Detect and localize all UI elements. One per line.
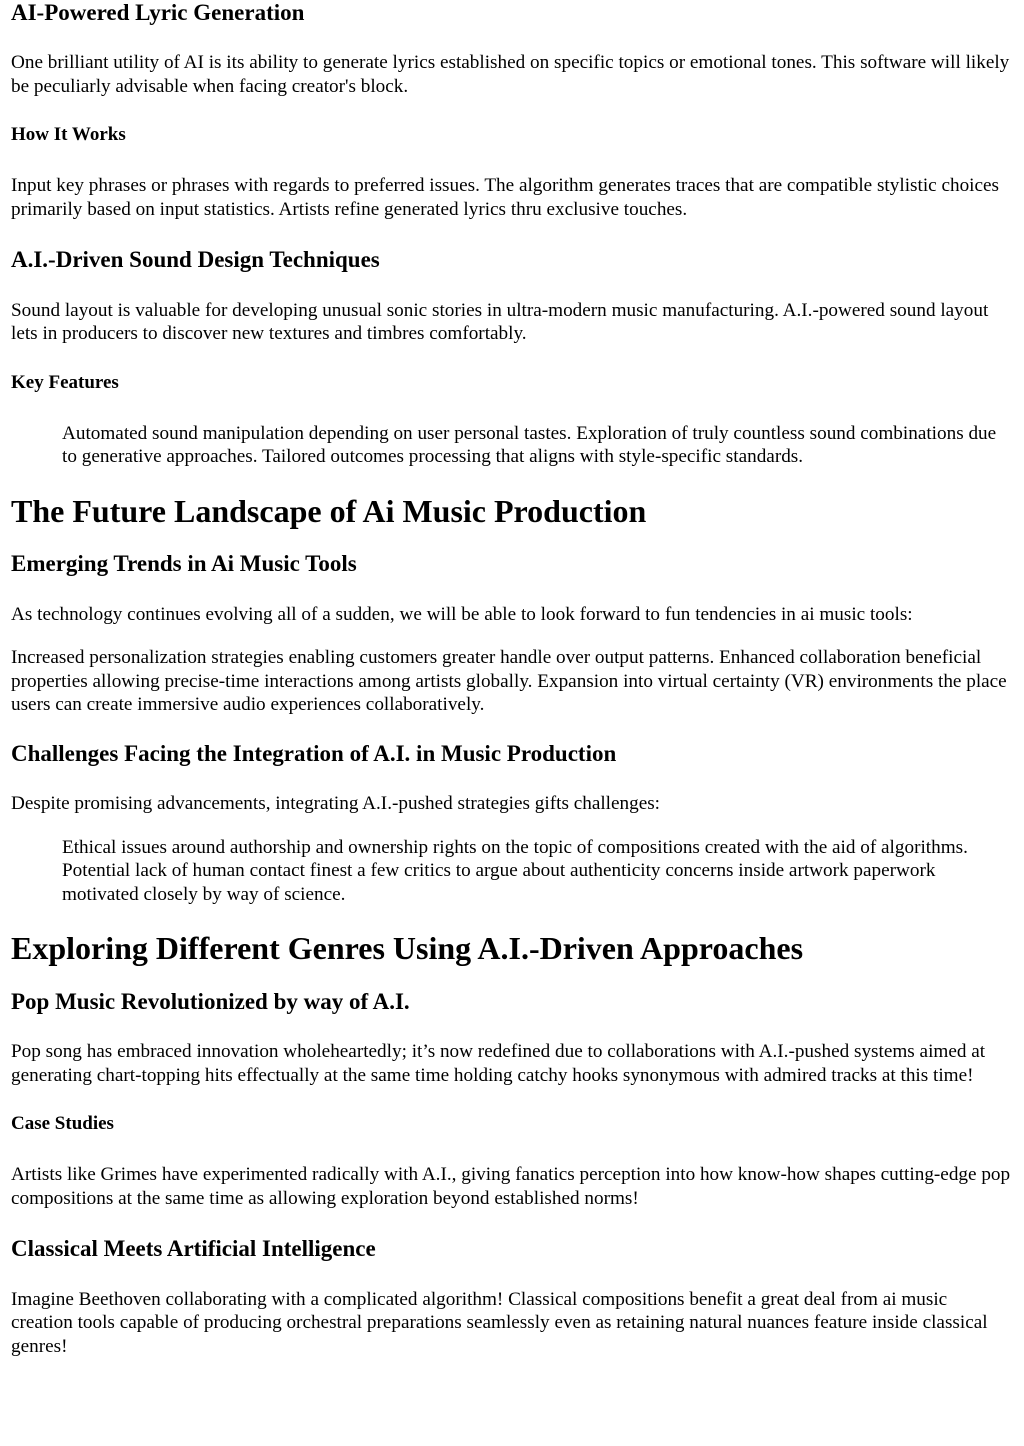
sound-design-intro: Sound layout is valuable for developing unusual sonic stories in ultra-modern music manufacturing. A.I.-powered sound layout lets in producers to discover new textures and timbres comfortably. (11, 299, 989, 345)
pop-music-heading: Pop Music Revolutionized by way of A.I. (11, 989, 410, 1015)
challenges-intro: Despite promising advancements, integrating A.I.-pushed strategies gifts challenges: (11, 793, 661, 815)
emerging-trends-text: Increased personalization strategies enabling customers greater handle over output patterns. Enhanced collaboration beneficial properties allowing precise-time interactions among artists globally. Expansion into virtual certainty (VR) environments the place users can create immersive audio experiences collaboratively. (11, 647, 1007, 716)
how-it-works-text: Input key phrases or phrases with regards to preferred issues. The algorithm generates traces that are compatible stylistic choices primarily based on input statistics. Artists refine generated lyrics thru exclusive touches. (11, 175, 999, 220)
emerging-trends-intro: As technology continues evolving all of a sudden, we will be able to look forward to fun tendencies in ai music tools: (11, 603, 913, 625)
pop-music-text: Pop song has embraced innovation wholeheartedly; it’s now redefined due to collaborations with A.I.-pushed systems aimed at generating chart-topping hits effectually at the same time holding catchy hooks synonymous with admired tracks at this time! (11, 1041, 986, 1086)
case-studies-text: Artists like Grimes have experimented radically with A.I., giving fanatics perception into how know-how shapes cutting-edge pop compositions at the same time as allowing exploration beyond established norms! (11, 1164, 1011, 1209)
sound-design-heading: A.I.-Driven Sound Design Techniques (11, 247, 380, 273)
classical-heading: Classical Meets Artificial Intelligence (11, 1236, 376, 1262)
challenges-quote: Ethical issues around authorship and ownership rights on the topic of compositions created with the aid of algorithms. Potential lack of human contact finest a few critics to argue about authenticity concerns inside artwork paperwork motivated closely by way of science. (62, 836, 968, 905)
future-landscape-heading: The Future Landscape of Ai Music Production (11, 492, 647, 529)
key-features-quote: Automated sound manipulation depending on user personal tastes. Exploration of truly countless sound combinations due to generative approaches. Tailored outcomes processing that aligns with style-specific standards. (62, 422, 997, 468)
exploring-genres-heading: Exploring Different Genres Using A.I.-Driven Approaches (11, 930, 804, 967)
classical-text: Imagine Beethoven collaborating with a complicated algorithm! Classical compositions benefit a great deal from ai music creation tools capable of producing orchestral preparations seamlessly even as retaining natural nuances feature inside classical genres! (11, 1288, 988, 1357)
challenges-heading: Challenges Facing the Integration of A.I. in Music Production (11, 740, 617, 766)
emerging-trends-heading: Emerging Trends in Ai Music Tools (11, 551, 357, 577)
case-studies-heading: Case Studies (11, 1113, 114, 1135)
lyric-generation-heading: AI-Powered Lyric Generation (11, 0, 305, 25)
lyric-generation-intro: One brilliant utility of AI is its ability to generate lyrics established on specific topics or emotional tones. This software will likely be peculiarly advisable when facing creator's block. (11, 52, 1010, 97)
key-features-heading: Key Features (11, 371, 119, 393)
how-it-works-heading: How It Works (11, 124, 126, 146)
